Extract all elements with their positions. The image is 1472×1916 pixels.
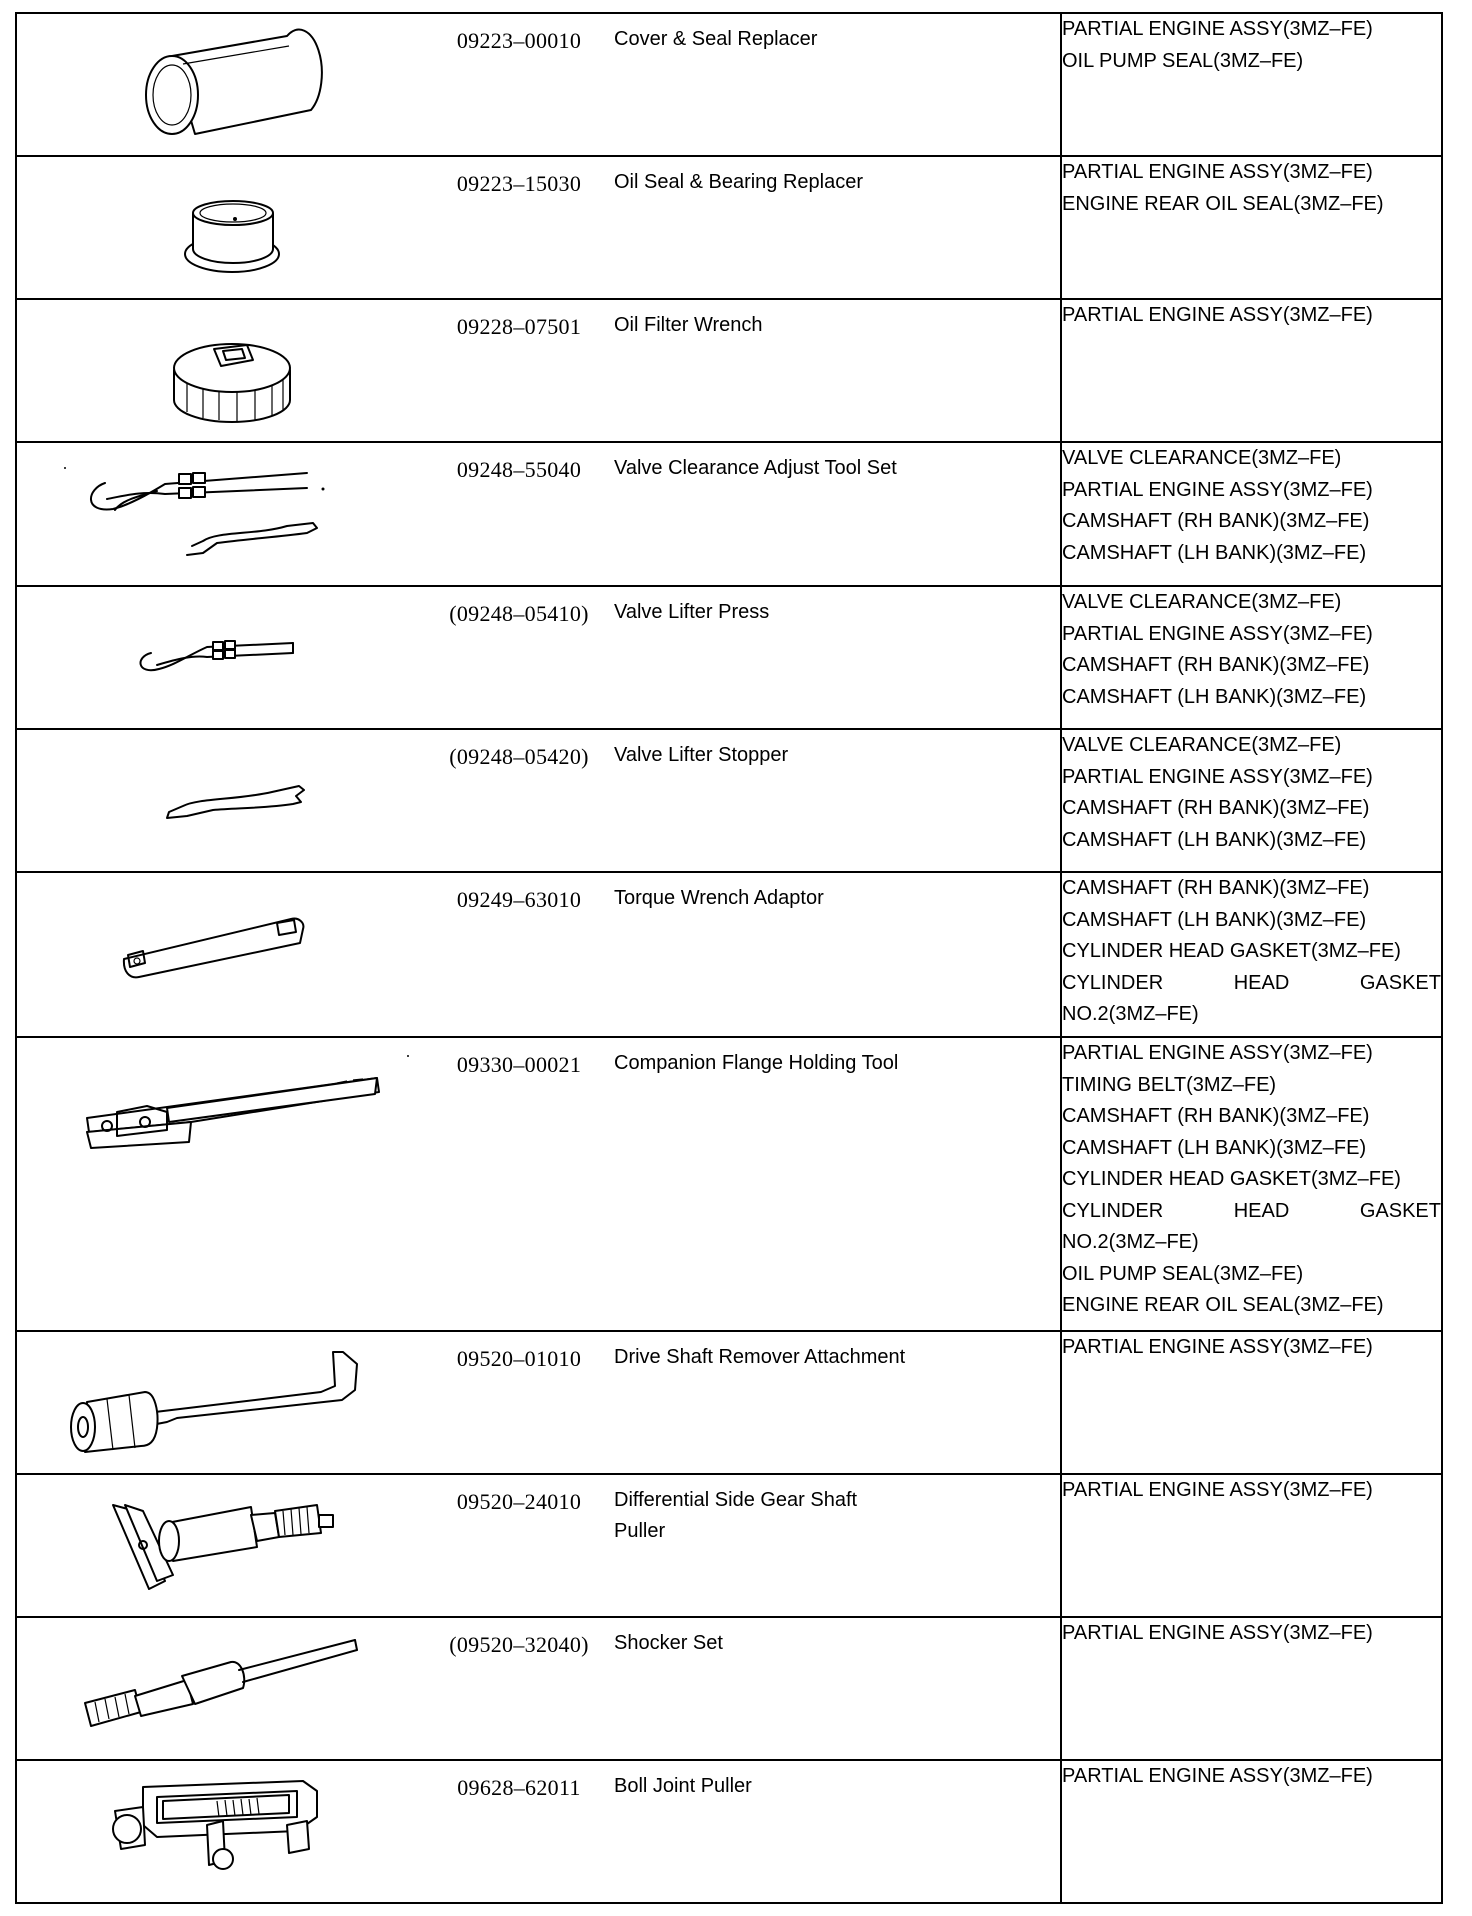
application-item: CAMSHAFT (LH BANK)(3MZ–FE) <box>1062 1136 1367 1159</box>
part-number: (09248–05420) <box>449 744 589 769</box>
tool-row <box>16 1617 1442 1760</box>
application-item: CAMSHAFT (RH BANK)(3MZ–FE) <box>1062 877 1370 899</box>
application-item: NO.2(3MZ–FE) <box>1062 1003 1199 1025</box>
application-item: PARTIAL ENGINE ASSY(3MZ–FE) <box>1062 161 1373 183</box>
filter-cap-wrench-icon <box>17 300 427 441</box>
applications-cell <box>1061 13 1442 156</box>
tool-name: Boll Joint Puller <box>614 1775 752 1797</box>
application-item: PARTIAL ENGINE ASSY(3MZ–FE) <box>1062 304 1373 326</box>
tool-name: Differential Side Gear Shaft Puller <box>614 1489 858 1542</box>
application-item: PARTIAL ENGINE ASSY(3MZ–FE) <box>1062 478 1373 501</box>
tool-info-cell <box>16 1760 1061 1903</box>
valve-tool-set-icon <box>17 443 427 585</box>
application-item: CYLINDER HEAD GASKET(3MZ–FE) <box>1062 940 1401 962</box>
application-item: VALVE CLEARANCE(3MZ–FE) <box>1062 591 1342 613</box>
tool-name: Cover & Seal Replacer <box>614 28 818 50</box>
tool-info-cell <box>16 872 1061 1037</box>
application-item: TIMING BELT(3MZ–FE) <box>1062 1073 1277 1096</box>
part-number: 09248–55040 <box>456 457 582 482</box>
tool-name: Valve Clearance Adjust Tool Set <box>614 457 897 479</box>
lifter-stopper-icon <box>17 730 427 871</box>
application-item: CAMSHAFT (RH BANK)(3MZ–FE) <box>1062 797 1370 819</box>
tool-name: Torque Wrench Adaptor <box>614 887 824 909</box>
tool-row <box>16 1474 1442 1617</box>
application-item: CYLINDER HEAD GASKET <box>1062 1199 1441 1222</box>
application-item: PARTIAL ENGINE ASSY(3MZ–FE) <box>1062 1336 1373 1358</box>
tool-info-cell <box>16 156 1061 299</box>
applications-cell <box>1061 1331 1442 1474</box>
application-item: PARTIAL ENGINE ASSY(3MZ–FE) <box>1062 622 1373 645</box>
application-item: VALVE CLEARANCE(3MZ–FE) <box>1062 447 1342 469</box>
tool-name: Valve Lifter Press <box>614 601 770 623</box>
application-item: CYLINDER HEAD GASKET <box>1062 971 1441 994</box>
tool-info-cell <box>16 1617 1061 1760</box>
torque-adaptor-icon <box>17 873 427 1036</box>
part-number: 09628–62011 <box>457 1775 581 1800</box>
application-item: PARTIAL ENGINE ASSY(3MZ–FE) <box>1062 1765 1373 1787</box>
part-number: (09248–05410) <box>449 601 589 626</box>
application-item: OIL PUMP SEAL(3MZ–FE) <box>1062 1262 1304 1285</box>
part-number: 09228–07501 <box>456 314 582 339</box>
application-item: CAMSHAFT (LH BANK)(3MZ–FE) <box>1062 541 1367 564</box>
application-item: CAMSHAFT (LH BANK)(3MZ–FE) <box>1062 685 1367 708</box>
tool-name: Oil Filter Wrench <box>614 314 763 336</box>
applications-cell <box>1061 1037 1442 1331</box>
application-item: CAMSHAFT (RH BANK)(3MZ–FE) <box>1062 510 1370 532</box>
tool-row <box>16 13 1442 156</box>
tool-row <box>16 586 1442 729</box>
ball-joint-puller-icon <box>17 1761 427 1902</box>
tool-row <box>16 1037 1442 1331</box>
tool-info-cell <box>16 1474 1061 1617</box>
tool-row <box>16 1760 1442 1903</box>
applications-cell <box>1061 1474 1442 1617</box>
application-item: ENGINE REAR OIL SEAL(3MZ–FE) <box>1062 1294 1384 1316</box>
tool-name: Companion Flange Holding Tool <box>614 1052 899 1074</box>
tool-name: Valve Lifter Stopper <box>614 744 789 766</box>
tool-row <box>16 1331 1442 1474</box>
part-number: 09223–00010 <box>456 28 582 53</box>
tool-row <box>16 729 1442 872</box>
part-number: 09520–01010 <box>456 1346 582 1371</box>
flange-holding-tool-icon <box>17 1038 427 1330</box>
remover-attachment-icon <box>17 1332 427 1473</box>
applications-cell <box>1061 1617 1442 1760</box>
tool-row <box>16 299 1442 442</box>
part-number: 09330–00021 <box>456 1052 582 1077</box>
tool-info-cell <box>16 13 1061 156</box>
application-item: CAMSHAFT (LH BANK)(3MZ–FE) <box>1062 828 1367 851</box>
application-item: PARTIAL ENGINE ASSY(3MZ–FE) <box>1062 18 1373 40</box>
applications-cell <box>1061 442 1442 586</box>
tool-info-cell <box>16 299 1061 442</box>
tool-row <box>16 156 1442 299</box>
tool-info-cell <box>16 442 1061 586</box>
application-item: CAMSHAFT (LH BANK)(3MZ–FE) <box>1062 908 1367 931</box>
tool-name: Shocker Set <box>614 1632 723 1654</box>
cylinder-tube-icon <box>17 14 427 155</box>
part-number: 09520–24010 <box>456 1489 582 1514</box>
cup-replacer-icon <box>17 157 427 298</box>
applications-cell <box>1061 586 1442 729</box>
applications-cell <box>1061 729 1442 872</box>
application-item: NO.2(3MZ–FE) <box>1062 1231 1199 1253</box>
tool-row <box>16 872 1442 1037</box>
application-item: PARTIAL ENGINE ASSY(3MZ–FE) <box>1062 765 1373 788</box>
applications-cell <box>1061 1760 1442 1903</box>
application-item: CYLINDER HEAD GASKET(3MZ–FE) <box>1062 1168 1401 1190</box>
application-item: PARTIAL ENGINE ASSY(3MZ–FE) <box>1062 1622 1373 1644</box>
slide-hammer-icon <box>17 1618 427 1759</box>
application-item: CAMSHAFT (RH BANK)(3MZ–FE) <box>1062 1105 1370 1127</box>
tool-info-cell <box>16 1331 1061 1474</box>
tool-name: Oil Seal & Bearing Replacer <box>614 171 864 193</box>
tool-info-cell <box>16 586 1061 729</box>
application-item: VALVE CLEARANCE(3MZ–FE) <box>1062 734 1342 756</box>
application-item: PARTIAL ENGINE ASSY(3MZ–FE) <box>1062 1042 1373 1064</box>
part-number: 09223–15030 <box>456 171 582 196</box>
application-item: OIL PUMP SEAL(3MZ–FE) <box>1062 49 1304 72</box>
tools-table-body <box>16 13 1442 1903</box>
tool-name: Drive Shaft Remover Attachment <box>614 1346 906 1368</box>
applications-cell <box>1061 156 1442 299</box>
application-item: PARTIAL ENGINE ASSY(3MZ–FE) <box>1062 1479 1373 1501</box>
application-item: ENGINE REAR OIL SEAL(3MZ–FE) <box>1062 192 1384 215</box>
applications-cell <box>1061 872 1442 1037</box>
lifter-press-icon <box>17 587 427 728</box>
applications-cell <box>1061 299 1442 442</box>
tool-info-cell <box>16 1037 1061 1331</box>
part-number: (09520–32040) <box>449 1632 589 1657</box>
tool-row <box>16 442 1442 586</box>
gear-shaft-puller-icon <box>17 1475 427 1616</box>
tool-info-cell <box>16 729 1061 872</box>
special-service-tools-table <box>15 12 1443 1904</box>
part-number: 09249–63010 <box>456 887 582 912</box>
application-item: CAMSHAFT (RH BANK)(3MZ–FE) <box>1062 654 1370 676</box>
